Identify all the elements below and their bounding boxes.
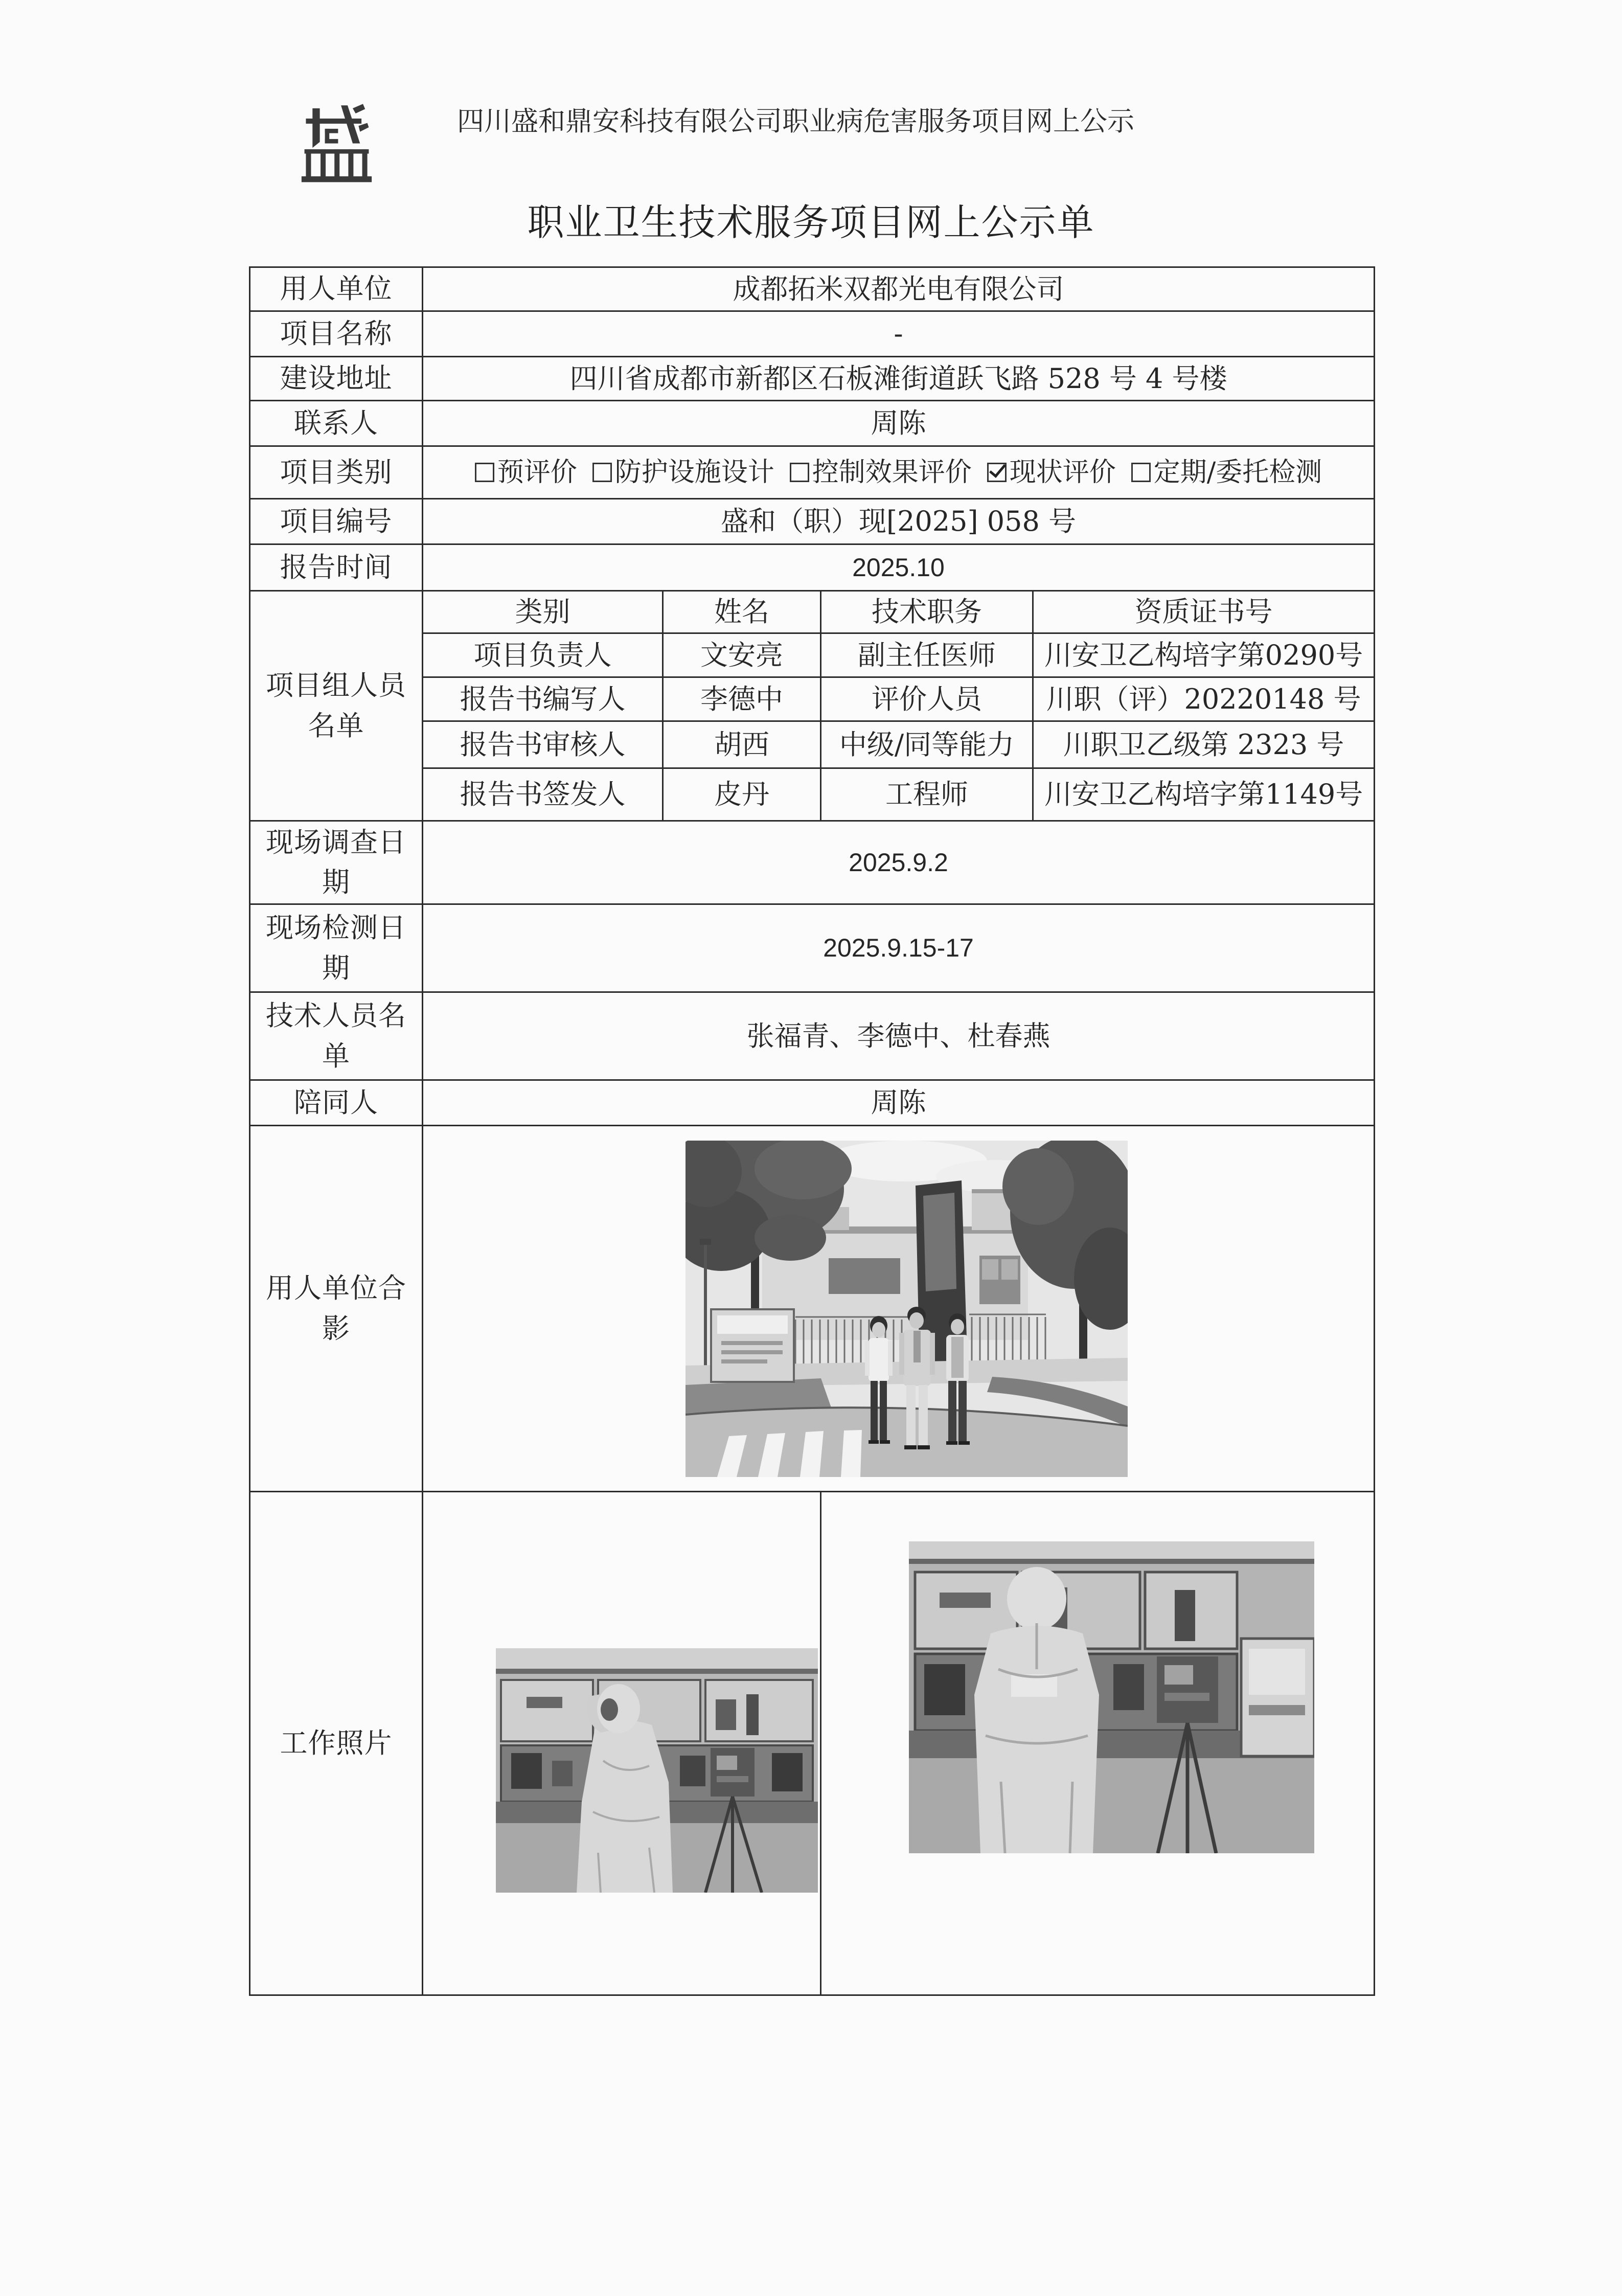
survey-date-value: 2025.9.2 [423,821,1375,904]
team-certificate: 川安卫乙构培字第1149号 [1033,768,1375,821]
team-header-certificate: 资质证书号 [1033,591,1375,633]
team-name: 李德中 [663,677,821,721]
test-date-value: 2025.9.15-17 [423,904,1375,992]
employer-value: 成都拓米双都光电有限公司 [423,267,1375,311]
group-photo [686,1141,1128,1477]
sign-board [711,1309,794,1382]
option-label: 定期/委托检测 [1153,457,1322,488]
checkbox-icon [592,463,612,482]
test-date-label: 现场检测日期 [250,904,423,992]
team-title: 工程师 [821,768,1033,821]
technicians-value: 张福青、李德中、杜春燕 [423,992,1375,1080]
contact-value: 周陈 [423,401,1375,446]
team-header-name: 姓名 [663,591,821,633]
team-certificate: 川职卫乙级第 2323 号 [1033,721,1375,768]
companion-value: 周陈 [423,1080,1375,1126]
option-label: 现状评价 [1009,457,1116,488]
project-name-label: 项目名称 [250,311,423,357]
team-name: 文安亮 [663,633,821,677]
team-title: 评价人员 [821,677,1033,721]
companion-label: 陪同人 [250,1080,423,1126]
team-name: 胡西 [663,721,821,768]
team-header-title: 技术职务 [821,591,1033,633]
team-label: 项目组人员名单 [250,591,423,821]
option-label: 控制效果评价 [812,457,972,488]
work-photo-cell-1 [423,1492,821,1995]
checkbox-checked-icon [987,463,1007,482]
checkbox-icon [790,463,809,482]
row-test-date [250,904,1375,992]
address-label: 建设地址 [250,357,423,401]
contact-label: 联系人 [250,401,423,446]
work-photos-label: 工作照片 [250,1492,423,1995]
team-name: 皮丹 [663,768,821,821]
glass-cabinet [1241,1639,1314,1756]
row-employer [250,267,1375,311]
option-pre-evaluation [475,456,577,489]
option-label: 防护设施设计 [614,457,774,488]
option-label: 预评价 [497,457,577,488]
company-logo [300,104,373,183]
project-type-options [423,446,1375,499]
ceiling [909,1541,1314,1564]
page-title: 职业卫生技术服务项目网上公示单 [527,201,1095,244]
project-name-value: - [423,311,1375,357]
group-photo-label: 用人单位合影 [250,1126,423,1492]
option-control-effect [790,456,972,489]
row-companion [250,1080,1375,1126]
team-header-row [250,591,1375,633]
notice-form-table [249,266,1375,1996]
team-certificate: 川职（评）20220148 号 [1033,677,1375,721]
team-title: 副主任医师 [821,633,1033,677]
report-time-label: 报告时间 [250,544,423,591]
project-type-list [428,456,1368,489]
team-category: 报告书签发人 [423,768,663,821]
row-project-type [250,446,1375,499]
ceiling [496,1648,818,1674]
report-time-value: 2025.10 [423,544,1375,591]
option-status-evaluation [987,456,1116,489]
team-category: 报告书审核人 [423,721,663,768]
technicians-label: 技术人员名单 [250,992,423,1080]
survey-date-label: 现场调查日期 [250,821,423,904]
row-address [250,357,1375,401]
row-project-number [250,499,1375,544]
work-photo-2 [909,1541,1314,1853]
project-number-value: 盛和（职）现[2025] 058 号 [423,499,1375,544]
row-survey-date [250,821,1375,904]
floor [909,1758,1314,1853]
team-certificate: 川安卫乙构培字第0290号 [1033,633,1375,677]
project-number-label: 项目编号 [250,499,423,544]
project-type-label: 项目类别 [250,446,423,499]
row-contact [250,401,1375,446]
employer-label: 用人单位 [250,267,423,311]
row-project-name [250,311,1375,357]
work-photo-cell-2 [821,1492,1375,1995]
row-report-time [250,544,1375,591]
team-title: 中级/同等能力 [821,721,1033,768]
option-protection-design [592,456,774,489]
checkbox-icon [475,463,494,482]
row-group-photo [250,1126,1375,1492]
team-header-category: 类别 [423,591,663,633]
header-notice: 四川盛和鼎安科技有限公司职业病危害服务项目网上公示 [457,106,1134,137]
team-category: 报告书编写人 [423,677,663,721]
work-photo-1 [496,1648,818,1893]
address-value: 四川省成都市新都区石板滩街道跃飞路 528 号 4 号楼 [423,357,1375,401]
option-periodic-testing [1131,456,1322,489]
team-category: 项目负责人 [423,633,663,677]
checkbox-icon [1131,463,1151,482]
row-work-photos [250,1492,1375,1995]
group-photo-cell [423,1126,1375,1492]
row-technicians [250,992,1375,1080]
